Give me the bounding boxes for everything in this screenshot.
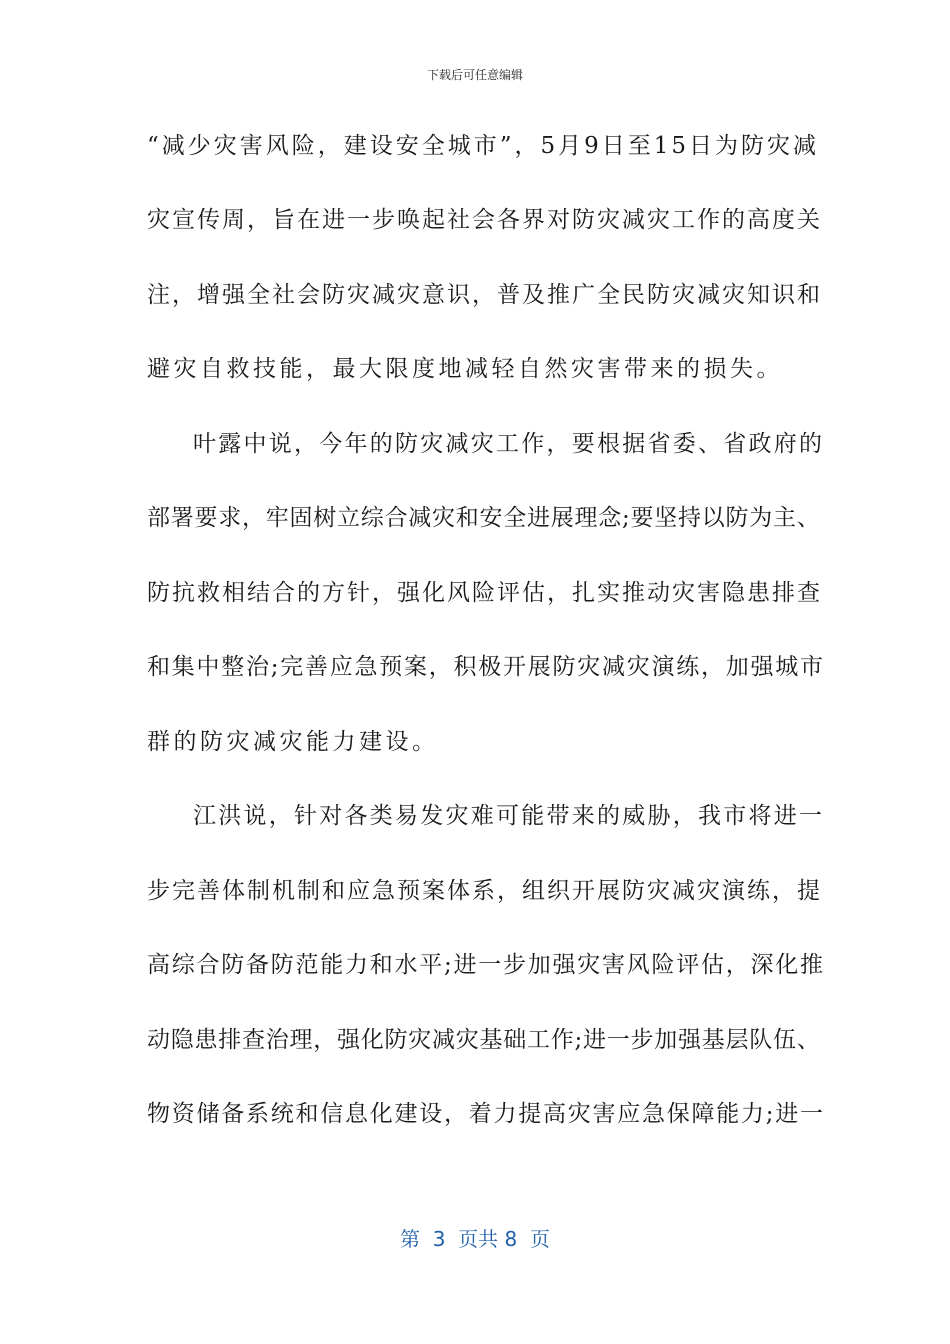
paragraph-line: 步完善体制机制和应急预案体系，组织开展防灾减灾演练，提 (147, 878, 822, 904)
paragraph-line: 部署要求，牢固树立综合减灾和安全进展理念;要坚持以防为主、 (147, 505, 821, 531)
paragraph-line: 物资储备系统和信息化建设，着力提高灾害应急保障能力;进一 (147, 1101, 825, 1127)
paragraph-line: 高综合防备防范能力和水平;进一步加强灾害风险评估，深化推 (147, 952, 825, 978)
paragraph-line: 群的防灾减灾能力建设。 (147, 729, 439, 755)
paragraph-line: 防抗救相结合的方针，强化风险评估，扎实推动灾害隐患排查 (147, 580, 822, 606)
paragraph-line: 江洪说，针对各类易发灾难可能带来的威胁，我市将进一 (193, 803, 825, 829)
page-number-footer: 第 3 页共 8 页 (400, 1227, 550, 1251)
paragraph-line: 和集中整治;完善应急预案，积极开展防灾减灾演练，加强城市 (147, 654, 825, 680)
paragraph-line: 注，增强全社会防灾减灾意识，普及推广全民防灾减灾知识和 (147, 282, 822, 308)
paragraph-line: 叶露中说，今年的防灾减灾工作，要根据省委、省政府的 (193, 431, 825, 457)
paragraph-line: 避灾自救技能，最大限度地减轻自然灾害带来的损失。 (147, 356, 783, 382)
paragraph-line: “减少灾害风险，建设安全城市”，5月9日至15日为防灾减 (147, 133, 820, 159)
paragraph-line: 灾宣传周，旨在进一步唤起社会各界对防灾减灾工作的高度关 (147, 207, 822, 233)
page-header: 下载后可任意编辑 (426, 68, 523, 82)
paragraph-line: 动隐患排查治理，强化防灾减灾基础工作;进一步加强基层队伍、 (147, 1027, 821, 1053)
